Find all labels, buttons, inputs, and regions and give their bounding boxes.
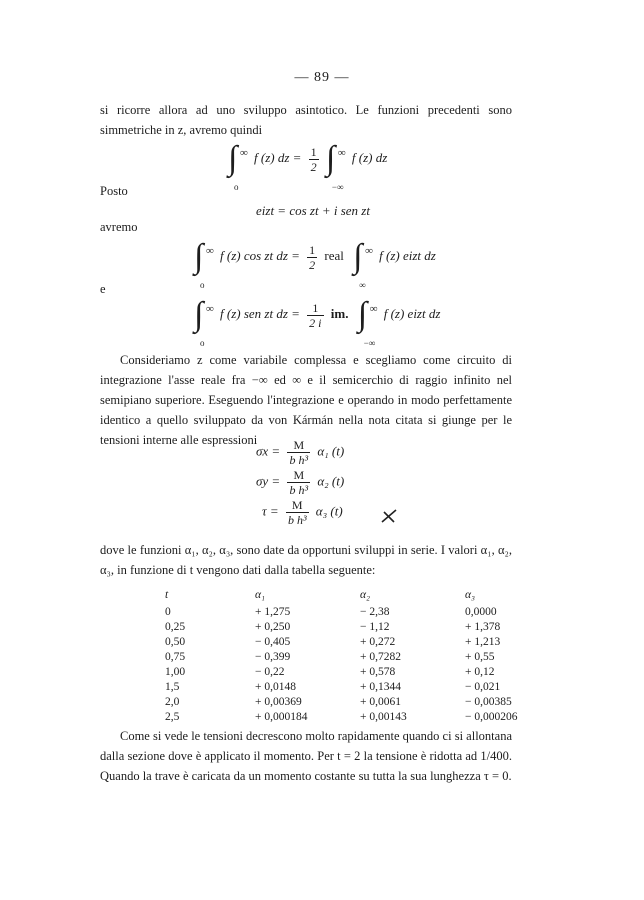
stress-equation-sigma-x: σx = $\frac{M}{\text{b h³}}$ α₁ (t)	[256, 438, 345, 467]
equation-2	[256, 203, 370, 219]
integral-sign: ∫ ∞ ∞	[353, 238, 373, 290]
eq1-fraction: $\frac{1}{2}$	[310, 144, 317, 174]
page-number: — 89 —	[294, 70, 350, 85]
final-paragraph: Come si vede le tensioni decrescono molto rapidamente quando ci si allontana dalla sezione dove è applicato il momento. Per t = 2 la tensione è ridotta ad 1/400. Quando la trave è caricata da un momento costante su tutta la sua lunghezza τ = 0.	[100, 729, 512, 783]
handwritten-mark-icon	[378, 506, 400, 526]
main-paragraph: Consideriamo z come variabile complessa e scegliamo come circuito di integrazione l'asse reale fra −∞ ed ∞ e il semicerchio di raggio infinito nel semipiano superiore. Eseguendo l'integrazione e operando in modo perfettamente identico a quello sviluppato da von Kármán nella nota citata si giunge per le tensioni interne alle espressioni	[100, 353, 512, 447]
table-row: 0,25 + 0,250 − 1,12 + 1,378	[165, 621, 501, 633]
euler-formula: eizt = cos zt + i sen zt	[256, 203, 370, 218]
eq4-operator: im.	[330, 305, 349, 321]
avremo-label: avremo	[100, 220, 138, 234]
eq1-lhs-integrand: f (z) dz =	[254, 149, 302, 165]
eq3-lhs-integrand: f (z) cos zt dz =	[220, 247, 300, 263]
eq4-lhs-integrand: f (z) sen zt dz =	[220, 305, 300, 321]
table-row: 0 + 1,275 − 2,38 0,0000	[165, 606, 497, 618]
eq4-rhs-integrand: f (z) eizt dz	[383, 305, 441, 321]
equation-4	[194, 296, 441, 348]
eq3-fraction: $\frac{1}{2}$	[309, 242, 316, 272]
dove-paragraph: dove le funzioni α₁, α₂, α₃, sono date da opportuni sviluppi in serie. I valori α₁, α₂, α₃, in funzione di t vengono dati dalla tabella seguente:	[100, 543, 512, 577]
table-row: 2,5 + 0,000184 + 0,00143 − 0,000206	[165, 711, 518, 723]
table-row: 2,0 + 0,00369 + 0,0061 − 0,00385	[165, 696, 512, 708]
table-row: 0,50 − 0,405 + 0,272 + 1,213	[165, 636, 501, 648]
eq1-rhs-integrand: f (z) dz	[351, 149, 388, 165]
stress-equation-sigma-y: σy = $\frac{M}{\text{b h³}}$ α₂ (t)	[256, 468, 345, 497]
table-header-row: t α₁ α₂ α₃	[165, 589, 476, 601]
eq3-operator: real	[324, 247, 344, 263]
integral-sign: ∫ ∞ −∞	[357, 296, 378, 348]
stress-equation-tau: τ = $\frac{M}{\text{b h³}}$ α₃ (t)	[262, 498, 343, 527]
table-row: 0,75 − 0,399 + 0,7282 + 0,55	[165, 651, 495, 663]
table-row: 1,00 − 0,22 + 0,578 + 0,12	[165, 666, 495, 678]
equation-3	[194, 238, 436, 290]
equation-1	[228, 140, 388, 192]
values-table	[165, 588, 545, 725]
e-label: e	[100, 282, 106, 296]
intro-paragraph: si ricorre allora ad uno sviluppo asintotico. Le funzioni precedenti sono simmetriche in z, avremo quindi	[100, 103, 512, 137]
integral-sign: ∫ ∞ −∞	[325, 140, 346, 192]
eq4-fraction: $\frac{1}{2 i}$	[309, 300, 322, 330]
eq3-rhs-integrand: f (z) eizt dz	[379, 247, 436, 263]
integral-sign: ∫ ∞ o	[194, 296, 214, 348]
integral-sign: ∫ ∞ o	[194, 238, 214, 290]
posto-label: Posto	[100, 184, 128, 198]
table-row: 1,5 + 0,0148 + 0,1344 − 0,021	[165, 681, 501, 693]
integral-sign: ∫ ∞ o	[228, 140, 248, 192]
